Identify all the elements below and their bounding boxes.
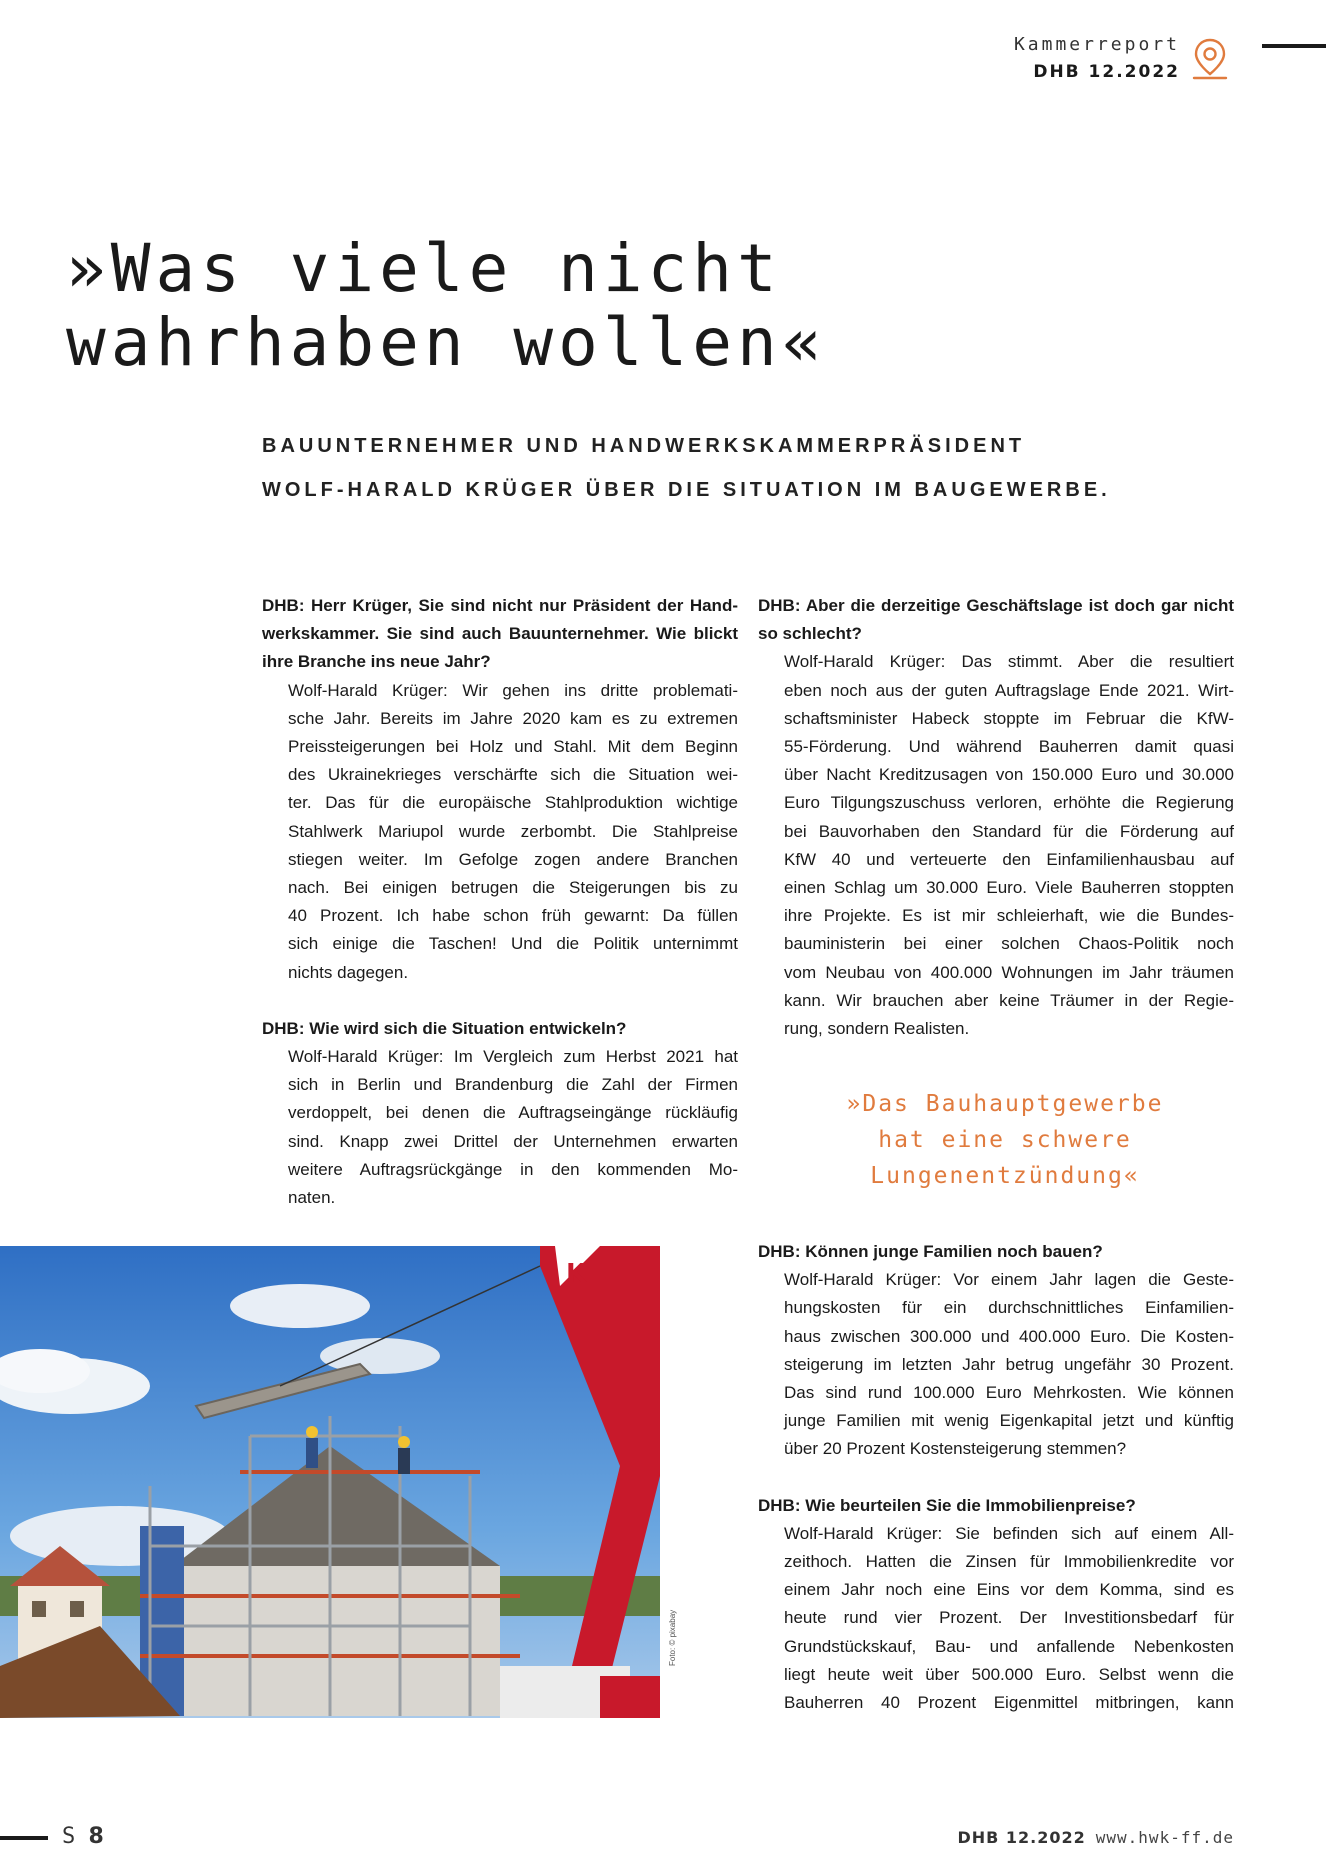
question-line: DHB: Wie wird sich die Situation entwickeln? [262, 1018, 627, 1038]
issue-label: DHB 12.2022 [1033, 62, 1180, 82]
question-line: DHB: Aber die derzeitige Geschäftslage ist doch gar nicht [758, 596, 1234, 615]
question-line: DHB: Herr Krüger, Sie sind nicht nur Präsident der Hand- [262, 596, 738, 615]
page-number [62, 1824, 104, 1849]
answer-line: Wolf-Harald Krüger: Das stimmt. Aber die resultiert [784, 652, 1234, 672]
page-number-value: 8 [88, 1824, 104, 1849]
construction-photo [0, 1246, 660, 1718]
answer-line: 40 Prozent. Ich habe schon früh gewarnt: Da füllen [288, 906, 738, 926]
answer-line: Wolf-Harald Krüger: Im Vergleich zum Herbst 2021 hat [288, 1047, 738, 1067]
answer-line: Grundstückskauf, Bau- und anfallende Nebenkosten [784, 1636, 1234, 1656]
text-column-right [758, 592, 1234, 1043]
pull-quote-line: hat eine schwere [878, 1127, 1132, 1153]
answer-line: Euro Tilgungszuschuss verloren, erhöhte die Regierung [784, 793, 1234, 813]
subtitle-line: BAUUNTERNEHMER UND HANDWERKSKAMMERPRÄSIDENT [262, 435, 1026, 457]
question-line: DHB: Wie beurteilen Sie die Immobilienpreise? [758, 1495, 1136, 1515]
answer-line: bei Bauvorhaben den Standard für die Förderung auf [784, 821, 1234, 841]
answer-line: schaftsminister Habeck stoppte im Februar die KfW- [784, 708, 1234, 728]
answer-line: zeithoch. Hatten die Zinsen für Immobilienkredite vor [784, 1552, 1234, 1572]
page-prefix: S [62, 1824, 76, 1849]
answer-line: Stahlwerk Mariupol wurde zerbombt. Die Stahlpreise [288, 821, 738, 841]
answer-line: Preissteigerungen bei Holz und Stahl. Mit dem Beginn [288, 737, 738, 757]
header-rule [1262, 44, 1326, 48]
answer-line: Das sind rund 100.000 Euro Mehrkosten. Wie können [784, 1383, 1234, 1403]
answer-line: sind. Knapp zwei Drittel der Unternehmen erwarten [288, 1131, 738, 1151]
answer-line: verdoppelt, bei denen die Auftragseingänge rückläufig [288, 1103, 738, 1123]
answer-line: stiegen weiter. Im Gefolge zogen andere Branchen [288, 849, 738, 869]
crane-logo: K [566, 1259, 587, 1289]
title-line: »Was viele nicht [66, 230, 782, 307]
answer-line: rung, sondern Realisten. [784, 1019, 970, 1039]
answer-line: ter. Das für die europäische Stahlproduktion wichtige [288, 793, 738, 813]
answer-line: hungskosten für ein durchschnittliches Einfamilien- [784, 1298, 1234, 1318]
answer-line: junge Familien mit wenig Eigenkapital jetzt und künftig [784, 1411, 1234, 1431]
answer-line: steigerung im letzten Jahr betrug ungefähr 30 Prozent. [784, 1354, 1234, 1374]
answer-line: bauministerin bei einer solchen Chaos-Politik noch [784, 934, 1234, 954]
answer-line: haus zwischen 300.000 und 400.000 Euro. Die Kosten- [784, 1326, 1234, 1346]
answer-line: eben noch aus der guten Auftragslage Ende 2021. Wirt- [784, 680, 1234, 700]
article-title [66, 232, 1166, 380]
article-subtitle [262, 424, 1262, 512]
answer-line: naten. [288, 1188, 336, 1208]
title-line: wahrhaben wollen« [66, 304, 827, 381]
subtitle-line: WOLF-HARALD KRÜGER ÜBER DIE SITUATION IM BAUGEWERBE. [262, 479, 1111, 501]
answer-line: kann. Wir brauchen aber keine Träumer in der Regie- [784, 990, 1234, 1010]
text-column-right-lower [758, 1238, 1234, 1717]
footer-url[interactable]: www.hwk-ff.de [1095, 1828, 1234, 1847]
location-pin-icon [1190, 36, 1230, 82]
footer-rule [0, 1836, 48, 1840]
answer-line: vom Neubau von 400.000 Wohnungen im Jahr träumen [784, 962, 1234, 982]
answer-line: sich in Berlin und Brandenburg die Zahl der Firmen [288, 1075, 738, 1095]
answer-line: 55-Förderung. Und während Bauherren damit quasi [784, 737, 1234, 757]
answer-line: über 20 Prozent Kostensteigerung stemmen? [784, 1439, 1127, 1459]
text-column-left [262, 592, 738, 1212]
question-line: werkskammer. Sie sind auch Bauunternehmer. Wie blickt [262, 624, 738, 644]
answer-line: nichts dagegen. [288, 962, 409, 982]
photo-credit: Foto: © pixabay [668, 1609, 677, 1666]
answer-line: Wolf-Harald Krüger: Wir gehen ins dritte problemati- [288, 680, 738, 700]
answer-line: Wolf-Harald Krüger: Vor einem Jahr lagen die Geste- [784, 1270, 1234, 1290]
pull-quote-line: Lungenentzündung« [870, 1163, 1140, 1189]
answer-line: ihre Projekte. Es ist mir schleierhaft, wie die Bundes- [784, 906, 1234, 926]
pull-quote-line: »Das Bauhauptgewerbe [846, 1091, 1164, 1117]
question-line: DHB: Können junge Familien noch bauen? [758, 1242, 1103, 1261]
question-line: so schlecht? [758, 624, 862, 644]
answer-line: Bauherren 40 Prozent Eigenmittel mitbringen, kann [784, 1693, 1234, 1713]
section-label: Kammerreport [1013, 34, 1180, 55]
paragraph-gap [262, 987, 738, 1015]
answer-line: Wolf-Harald Krüger: Sie befinden sich auf einem All- [784, 1523, 1234, 1543]
answer-line: liegt heute weit über 500.000 Euro. Selbst wenn die [784, 1664, 1234, 1684]
answer-line: einem Jahr noch eine Eins vor dem Komma, sind es [784, 1580, 1234, 1600]
construction-scene [0, 1246, 660, 1718]
pull-quote [780, 1086, 1230, 1194]
answer-line: weitere Auftragsrückgänge in den kommenden Mo- [288, 1159, 738, 1179]
question-line: ihre Branche ins neue Jahr? [262, 652, 491, 672]
footer-info [957, 1828, 1234, 1848]
paragraph-gap [758, 1464, 1234, 1492]
answer-line: über Nacht Kreditzusagen von 150.000 Euro und 30.000 [784, 765, 1234, 785]
answer-line: heute rund vier Prozent. Der Investitionsbedarf für [784, 1608, 1234, 1628]
answer-line: einen Schlag um 30.000 Euro. Viele Bauherren stoppten [784, 878, 1234, 898]
answer-line: sich einige die Taschen! Und die Politik unternimmt [288, 934, 738, 954]
answer-line: sche Jahr. Bereits im Jahre 2020 kam es zu extremen [288, 708, 738, 728]
answer-line: KfW 40 und verteuerte den Einfamilienhausbau auf [784, 849, 1234, 869]
answer-line: nach. Bei einigen betrugen die Steigerungen bis zu [288, 878, 738, 898]
footer-issue: DHB 12.2022 [957, 1828, 1086, 1847]
answer-line: des Ukrainekrieges verschärfte sich die Situation wei- [288, 765, 738, 785]
